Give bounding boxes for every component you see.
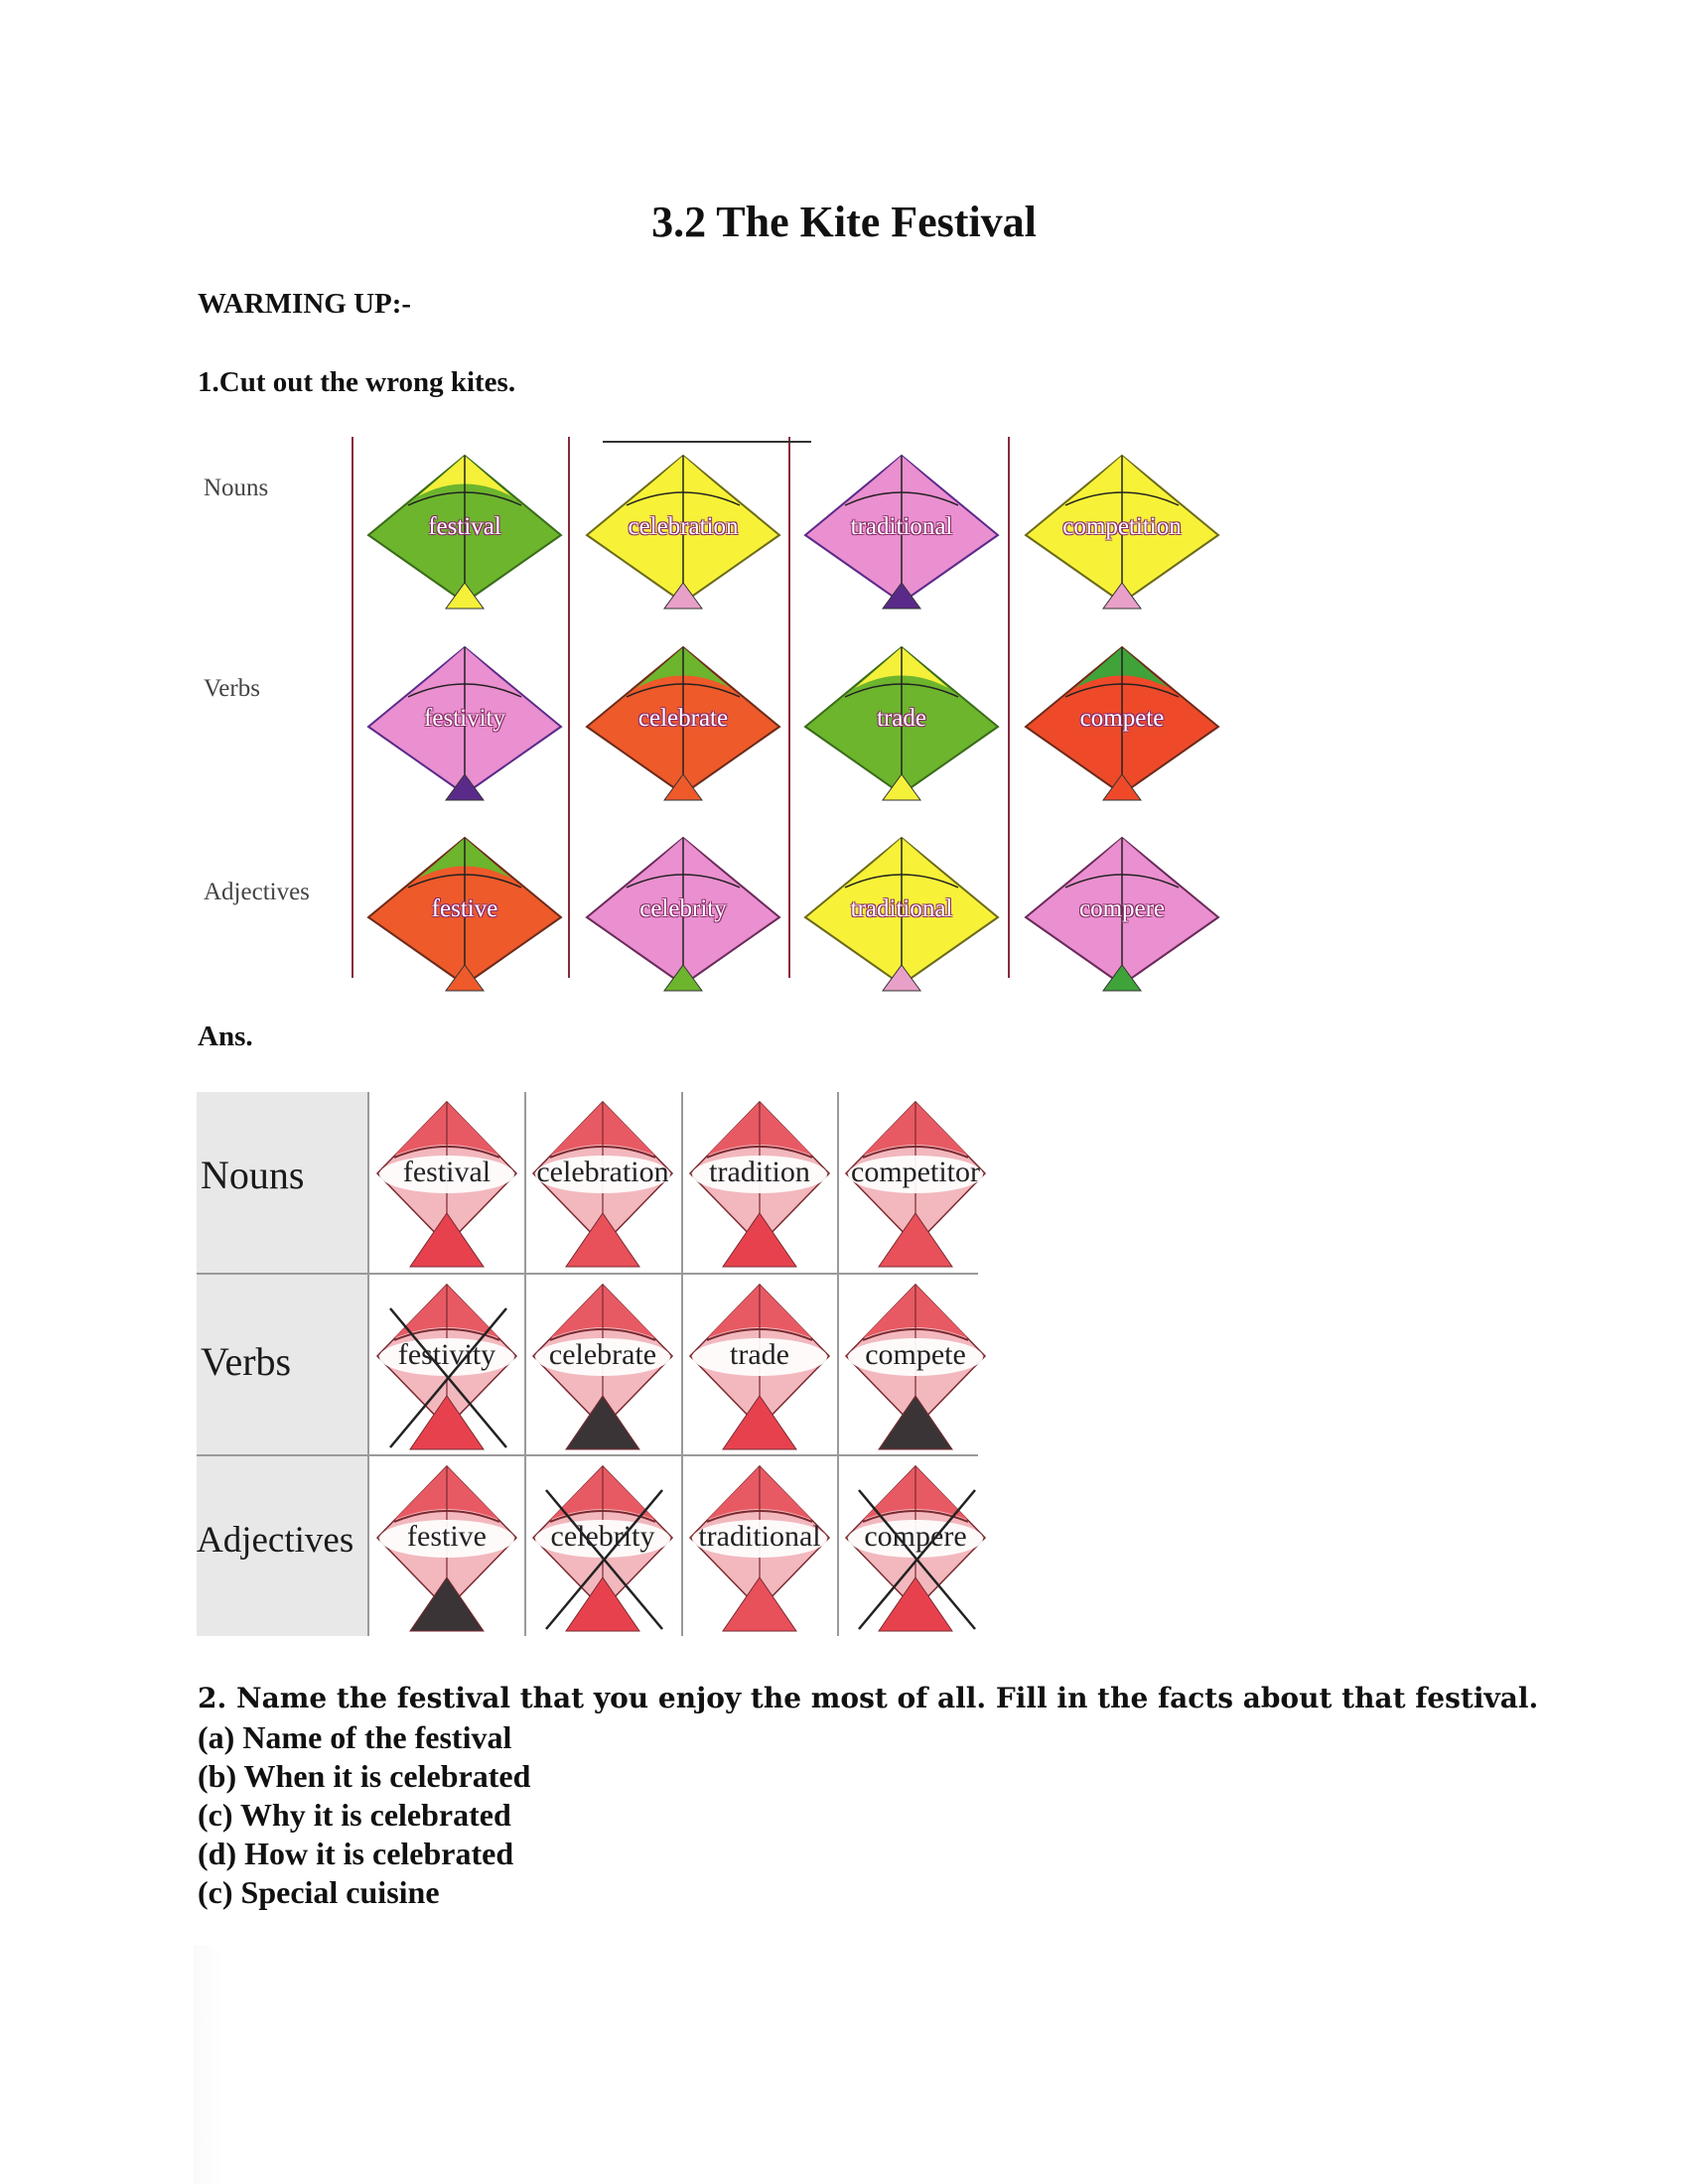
answer-kite-festive xyxy=(372,1460,521,1634)
grid-row-divider xyxy=(197,1273,978,1275)
kite-word: celebrate xyxy=(637,705,729,732)
question-2-item-c: (c) Why it is celebrated xyxy=(198,1797,511,1833)
row-label-verbs: Verbs xyxy=(204,675,260,702)
answer-row-label-nouns: Nouns xyxy=(201,1153,305,1197)
kite-festivity xyxy=(360,643,569,802)
kite-word: celebrity xyxy=(639,895,727,922)
answer-kite-celebration xyxy=(528,1096,677,1270)
answer-kite-word: celebrate xyxy=(548,1338,657,1371)
grid-row-divider xyxy=(197,1454,978,1456)
row-label-adjectives: Adjectives xyxy=(204,879,310,905)
question-2-item-e: (c) Special cuisine xyxy=(198,1874,440,1910)
answer-kite-celebrate xyxy=(528,1279,677,1452)
kite-word: traditional xyxy=(850,895,953,922)
kite-competition xyxy=(1018,452,1226,611)
scan-shadow xyxy=(194,1946,223,2184)
question-1: 1.Cut out the wrong kites. xyxy=(198,366,516,398)
kite-celebrity xyxy=(579,834,787,993)
answer-kite-word: festivity xyxy=(397,1338,496,1371)
answer-kite-word: compere xyxy=(864,1520,967,1553)
kite-traditional xyxy=(797,452,1006,611)
question-2-item-b: (b) When it is celebrated xyxy=(198,1758,531,1794)
answer-kite-compere xyxy=(841,1460,990,1634)
row-label-nouns: Nouns xyxy=(204,475,269,501)
answer-label: Ans. xyxy=(198,1021,253,1052)
answer-kite-festivity xyxy=(372,1279,521,1452)
answer-kite-word: festival xyxy=(402,1156,492,1188)
grid-divider xyxy=(788,437,790,978)
question-2-item-d: (d) How it is celebrated xyxy=(198,1836,514,1871)
answer-kite-word: celebrity xyxy=(550,1520,655,1553)
answer-kite-word: festive xyxy=(407,1520,487,1553)
answer-kite-celebrity xyxy=(528,1460,677,1634)
answer-kite-compete xyxy=(841,1279,990,1452)
section-heading: WARMING UP:- xyxy=(198,288,412,320)
answer-kite-word: traditional xyxy=(698,1520,821,1553)
kite-word: compete xyxy=(1079,705,1165,732)
answer-kite-trade xyxy=(685,1279,834,1452)
kite-trade xyxy=(797,643,1006,802)
kite-compete xyxy=(1018,643,1226,802)
answer-kite-word: competitor xyxy=(851,1156,980,1188)
answer-kite-word: celebration xyxy=(536,1156,669,1188)
kite-word: traditional xyxy=(850,513,953,540)
page-title: 3.2 The Kite Festival xyxy=(651,198,1037,246)
answer-kite-traditional xyxy=(685,1460,834,1634)
kite-celebration xyxy=(579,452,787,611)
answer-kite-competitor xyxy=(841,1096,990,1270)
kite-exercise-grid xyxy=(194,437,1266,983)
kite-compere xyxy=(1018,834,1226,993)
grid-top-line xyxy=(603,441,811,443)
answer-kite-word: tradition xyxy=(709,1156,810,1188)
kite-word: compere xyxy=(1078,895,1166,922)
answer-row-label-verbs: Verbs xyxy=(201,1339,292,1384)
kite-celebrate xyxy=(579,643,787,802)
kite-traditional xyxy=(797,834,1006,993)
grid-divider xyxy=(352,437,353,978)
answer-kite-festival xyxy=(372,1096,521,1270)
answer-row-label-adjectives: Adjectives xyxy=(197,1520,354,1561)
answer-kite-word: trade xyxy=(730,1338,789,1371)
kite-word: competition xyxy=(1062,513,1182,540)
grid-divider xyxy=(1008,437,1010,978)
kite-festive xyxy=(360,834,569,993)
kite-word: festivity xyxy=(424,705,505,732)
kite-word: celebration xyxy=(628,513,739,540)
kite-word: festive xyxy=(431,895,498,922)
answer-kite-word: compete xyxy=(865,1338,966,1371)
kite-word: trade xyxy=(877,705,926,732)
kite-festival xyxy=(360,452,569,611)
answer-kite-tradition xyxy=(685,1096,834,1270)
kite-word: festival xyxy=(428,513,501,540)
question-2: 2. Name the festival that you enjoy the most of all. Fill in the facts about that festival. xyxy=(198,1682,1539,1714)
kite-answer-grid xyxy=(197,1092,978,1636)
question-2-item-a: (a) Name of the festival xyxy=(198,1719,512,1755)
